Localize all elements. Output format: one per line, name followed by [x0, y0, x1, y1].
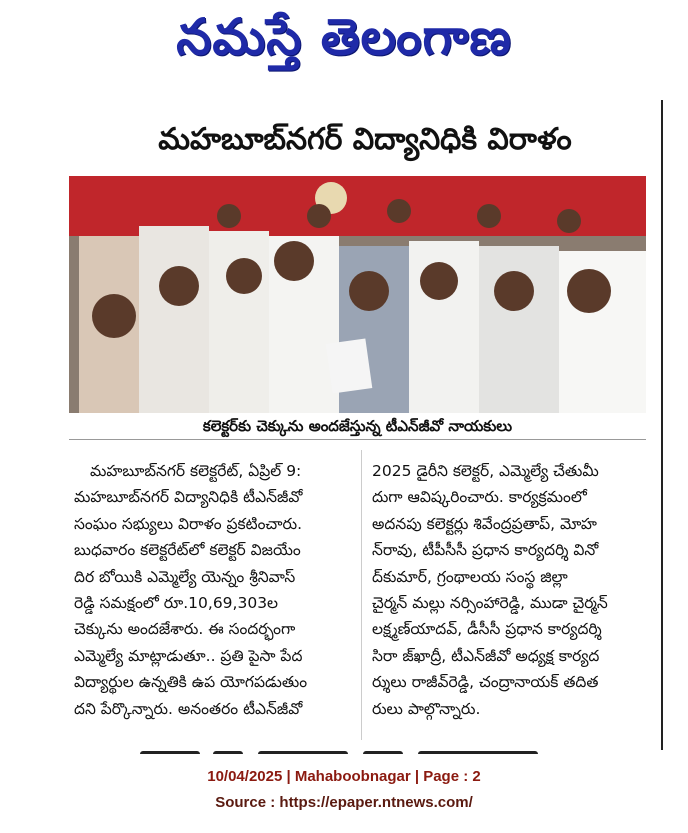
photo-caption-bar: [69, 413, 646, 440]
group-photo-illustration: [69, 176, 646, 413]
cropped-next-article-edge: [140, 742, 580, 754]
article-line: లక్ష్మణ్‌యాదవ్, డీసీసీ ప్రధాన కార్యదర్శి: [372, 620, 602, 639]
source-link[interactable]: Source : https://epaper.ntnews.com/: [215, 794, 473, 811]
article-line: బుధవారం కలెక్టరేట్‌లో కలెక్టర్ విజయేం: [74, 541, 301, 560]
article-photo: [69, 176, 646, 413]
column-divider: [361, 450, 362, 740]
article-line: సిరా జ్‌ఖాద్రీ, టీఎన్‌జీవో అధ్యక్ష కార్యద: [372, 646, 600, 665]
newspaper-masthead: [0, 0, 688, 80]
article-line: దిర బోయికి ఎమ్మెల్యే యెన్నం శ్రీనివాస్: [74, 567, 296, 586]
article-line: చైర్మన్ మల్లు నర్సింహారెడ్డి, ముడా చైర్మన్: [372, 594, 608, 613]
article-line: అదనపు కలెక్టర్లు శివేంద్రప్రతాప్, మోహ: [372, 514, 597, 533]
article-column-right: [372, 458, 654, 722]
photo-caption: కలెక్టర్‌కు చెక్కును అందజేస్తున్న టీఎన్‌జీవో నాయకులు: [202, 417, 513, 435]
publication-date-line: 10/04/2025 | Mahaboobnagar | Page : 2: [207, 768, 481, 785]
article-line: మహబూబ్‌నగర్ విద్యానిధికి టీఎన్‌జీవో: [74, 488, 303, 507]
article-line: మహబూబ్‌నగర్ కలెక్టరేట్, ఏప్రిల్ 9:: [90, 462, 302, 480]
article-line: దుగా ఆవిష్కరించారు. కార్యక్రమంలో: [372, 488, 587, 507]
article-line: విద్యార్థుల ఉన్నతికి ఉప యోగపడుతుం: [74, 673, 308, 692]
newspaper-name: నమస్తే తెలంగాణ: [176, 8, 512, 66]
article-line: ర్శులు రాజీవ్‌రెడ్డి, చంద్రానాయక్ తదిత: [372, 673, 599, 692]
article-line: సంఘం సభ్యులు విరాళం ప్రకటించారు.: [74, 514, 303, 533]
article-line: న్‌రావు, టీపీసీసీ ప్రధాన కార్యదర్శి వినో: [372, 541, 599, 560]
article-line: ద్‌కుమార్, గ్రంథాలయ సంస్థ జిల్లా: [372, 567, 568, 586]
article-column-left: [74, 458, 356, 722]
article-line: చెక్కును అందజేశారు. ఈ సందర్భంగా: [74, 620, 296, 639]
clipping-border: [661, 100, 663, 750]
article-line: రులు పాల్గొన్నారు.: [372, 699, 481, 718]
article-line: దని పేర్కొన్నారు. అనంతరం టీఎన్‌జీవో: [74, 699, 303, 718]
article-headline: మహబూబ్‌నగర్ విద్యానిధికి విరాళం: [158, 122, 572, 157]
article-line: 2025 డైరీని కలెక్టర్, ఎమ్మెల్యే చేతుమీ: [372, 462, 599, 480]
article-line: ఎమ్మెల్యే మాట్లాడుతూ.. ప్రతి పైసా పేద: [74, 646, 303, 665]
article-line: రెడ్డి సమక్షంలో రూ.10,69,303ల: [74, 594, 279, 613]
